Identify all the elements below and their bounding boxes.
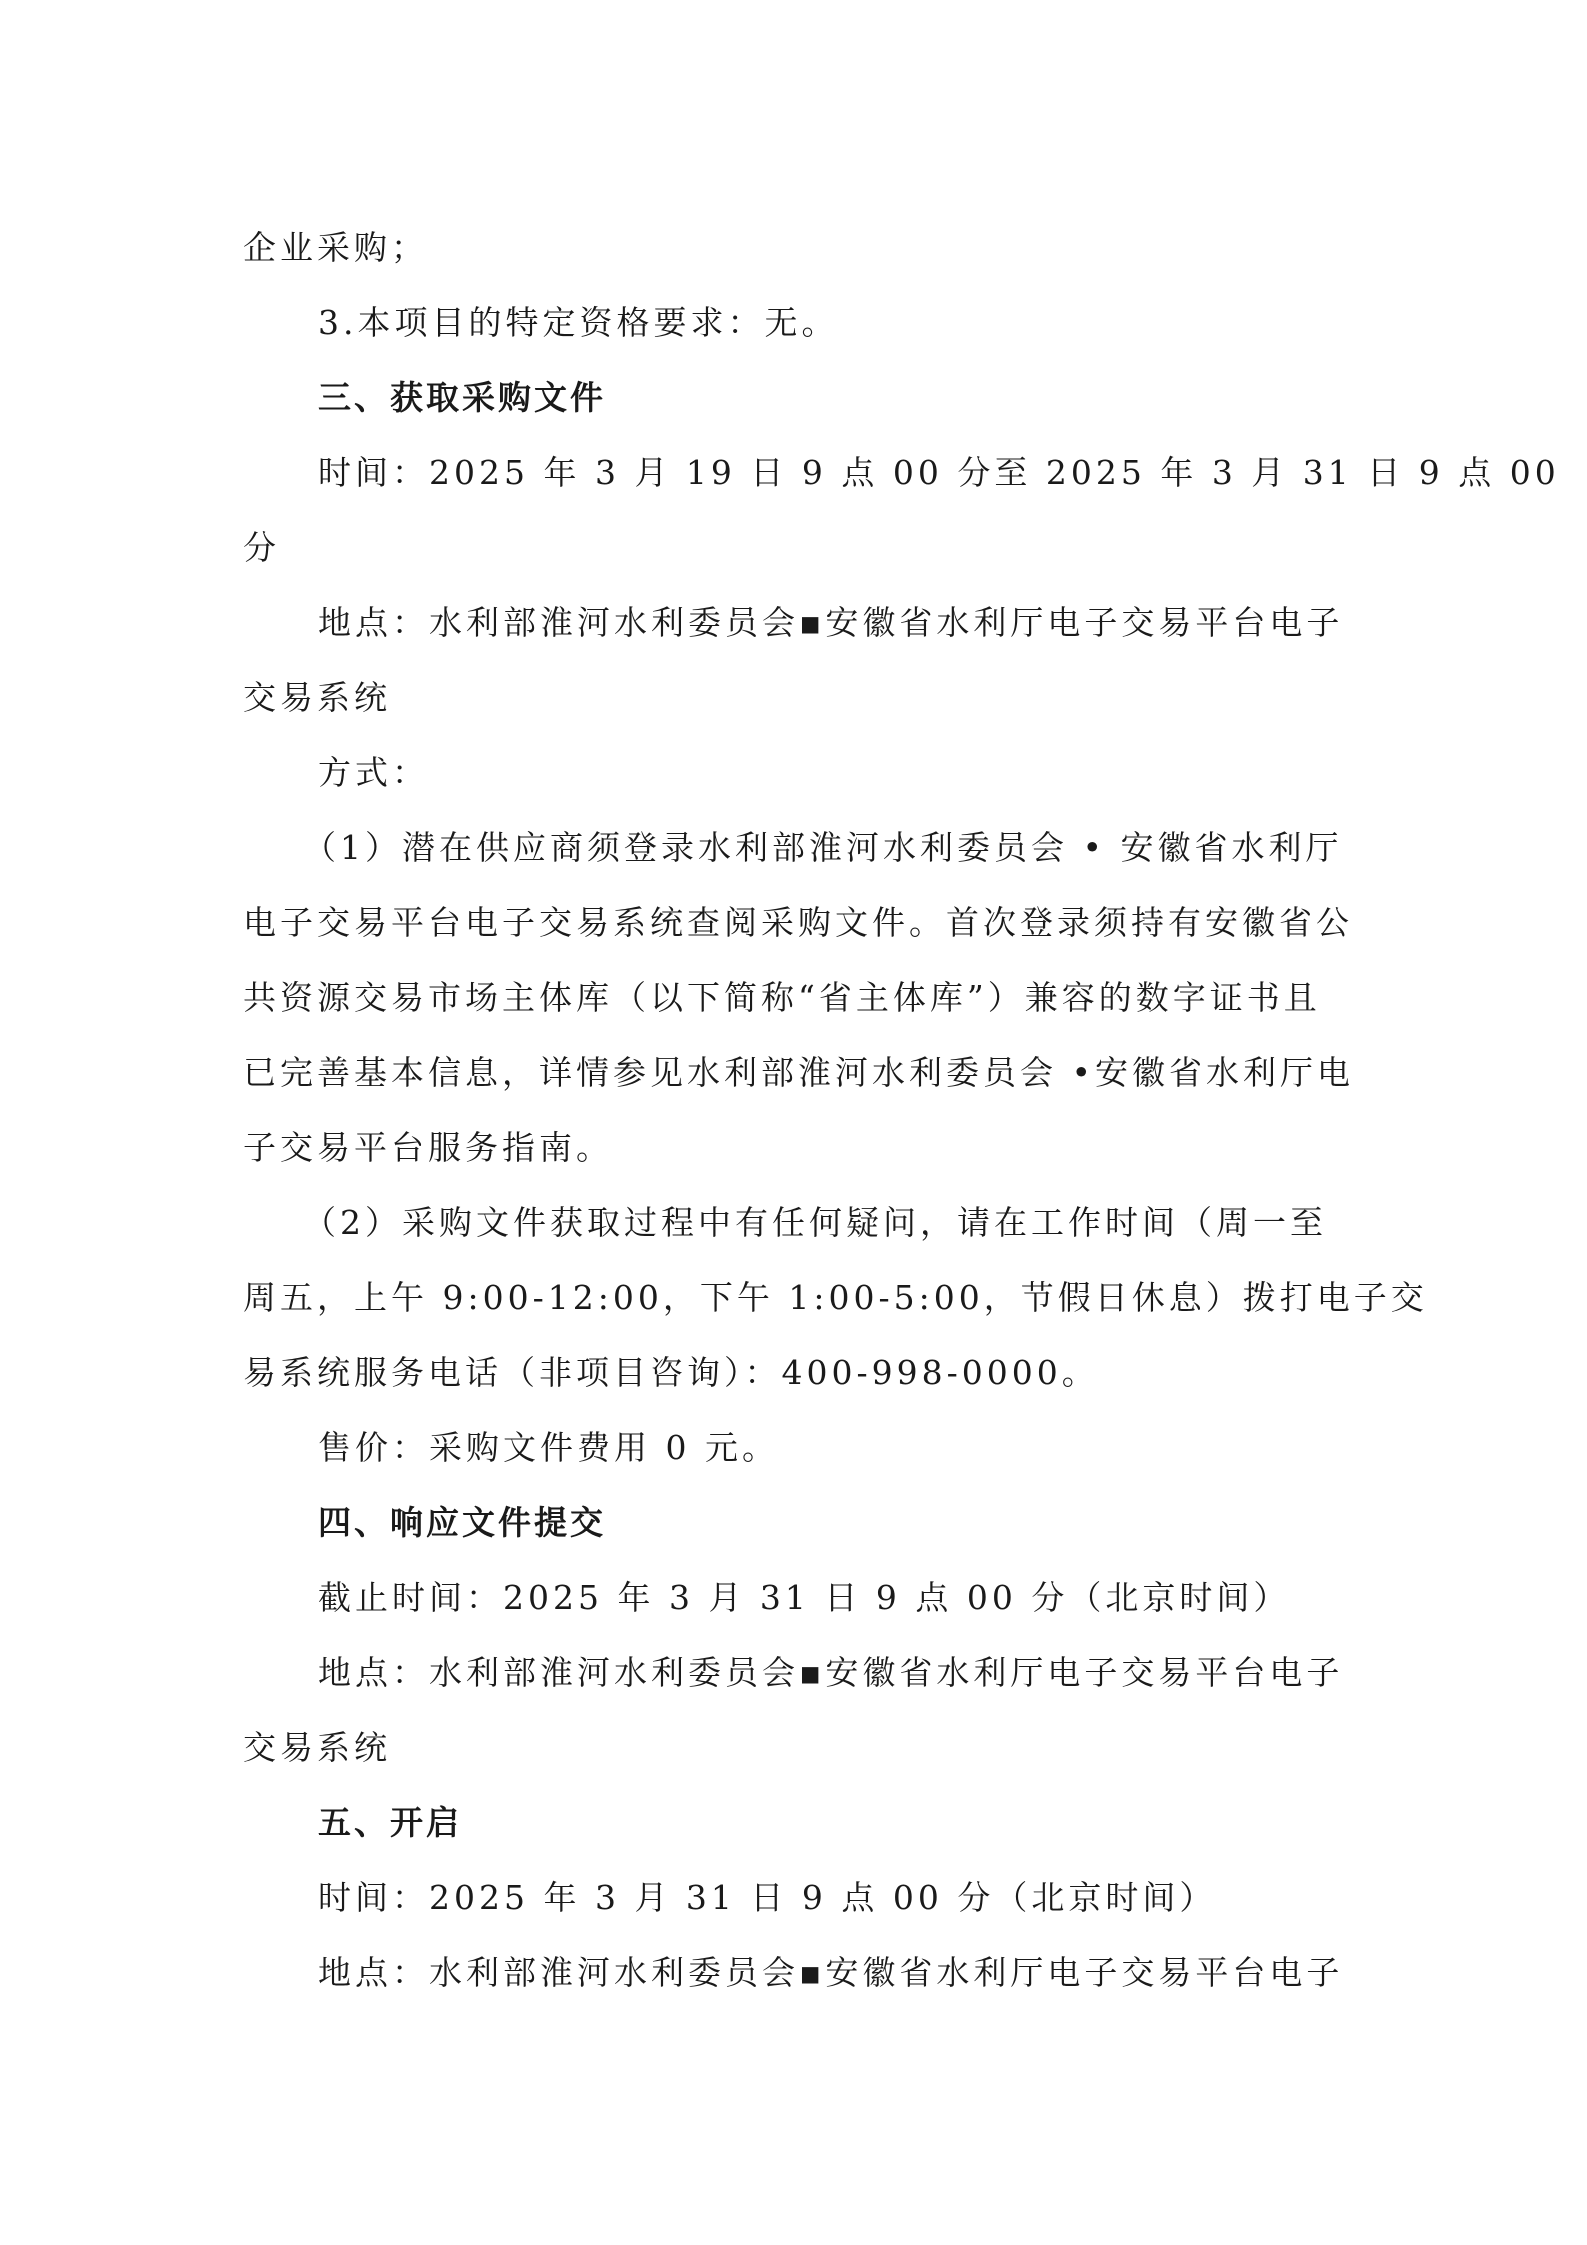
text-line: 周五，上午 9:00-12:00，下午 1:00-5:00，节假日休息）拨打电子交 (243, 1278, 1428, 1317)
document-page (243, 210, 1560, 2010)
text-line: 3.本项目的特定资格要求：无。 (318, 303, 839, 342)
text-line: 地点：水利部淮河水利委员会▪安徽省水利厅电子交易平台电子 (318, 1953, 1344, 1992)
text-line: 已完善基本信息，详情参见水利部淮河水利委员会 •安徽省水利厅电 (243, 1053, 1354, 1092)
text-line: 易系统服务电话（非项目咨询）：400-998-0000。 (243, 1353, 1099, 1392)
text-line: 共资源交易市场主体库（以下简称“省主体库”）兼容的数字证书且 (243, 978, 1321, 1017)
section-heading: 五、开启 (318, 1803, 462, 1842)
text-line: （1）潜在供应商须登录水利部淮河水利委员会 • 安徽省水利厅 (303, 828, 1343, 867)
text-line: 分 (243, 528, 280, 567)
text-line: 时间：2025 年 3 月 31 日 9 点 00 分（北京时间） (318, 1878, 1217, 1917)
text-line: （2）采购文件获取过程中有任何疑问，请在工作时间（周一至 (303, 1203, 1327, 1242)
text-line: 交易系统 (243, 678, 391, 717)
section-heading: 四、响应文件提交 (318, 1503, 606, 1542)
text-line: 截止时间：2025 年 3 月 31 日 9 点 00 分（北京时间） (318, 1578, 1291, 1617)
text-line: 方式： (318, 753, 429, 792)
text-line: 地点：水利部淮河水利委员会▪安徽省水利厅电子交易平台电子 (318, 1653, 1344, 1692)
section-heading: 三、获取采购文件 (318, 378, 606, 417)
text-line: 地点：水利部淮河水利委员会▪安徽省水利厅电子交易平台电子 (318, 603, 1344, 642)
text-line: 电子交易平台电子交易系统查阅采购文件。首次登录须持有安徽省公 (243, 903, 1353, 942)
text-line: 时间：2025 年 3 月 19 日 9 点 00 分至 2025 年 3 月 31 日 9 点 00 (318, 453, 1560, 492)
text-line: 售价：采购文件费用 0 元。 (318, 1428, 779, 1467)
text-line: 企业采购； (243, 228, 428, 267)
text-line: 子交易平台服务指南。 (243, 1128, 613, 1167)
text-line: 交易系统 (243, 1728, 391, 1767)
